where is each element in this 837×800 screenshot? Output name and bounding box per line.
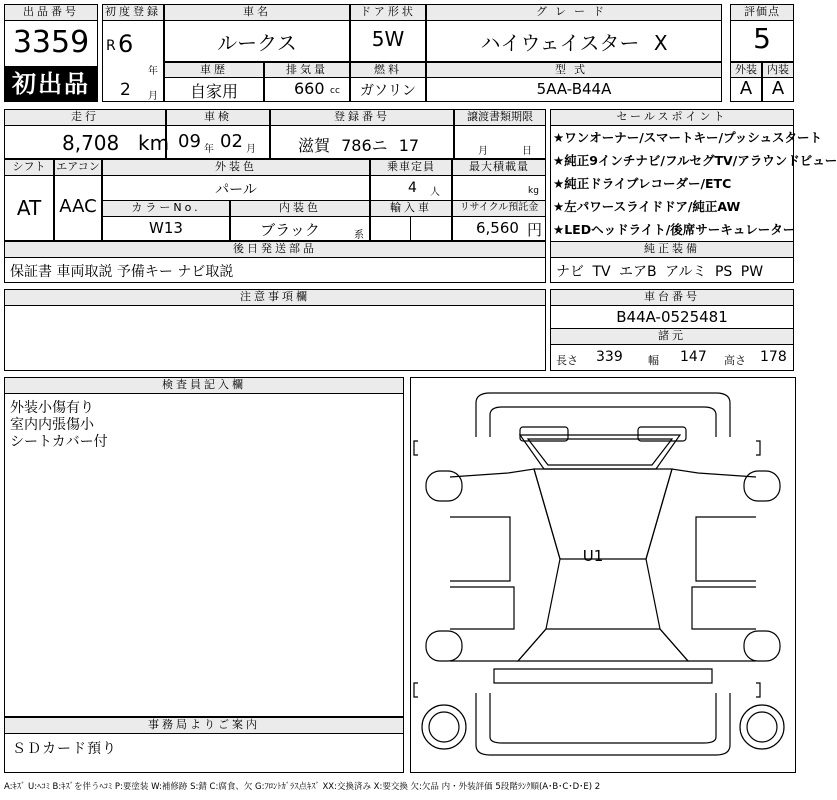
first-listing-badge: 初出品 <box>4 67 98 102</box>
max-load-unit: kg <box>528 186 539 196</box>
legend: A:ｷｽﾞ U:ﾍｺﾐ B:ｷｽﾞを伴うﾍｺﾐ P:要塗装 W:補修跡 S:錆 C:腐食、欠 G:ﾌﾛﾝﾄｶﾞﾗｽ点ｷｽﾞ XX:交換済み X:要交換 欠:欠品 内・外装評価 5段階ﾗﾝｸ順(A･B･C･D･E) 2 <box>4 782 601 792</box>
dimensions-label: 諸元 <box>550 328 794 345</box>
length: 339 <box>596 349 623 365</box>
interior-color-label: 内装色 <box>230 200 370 217</box>
grade: ハイウェイスター X <box>480 31 668 55</box>
registration-era: R <box>106 38 116 54</box>
recycle-unit: 円 <box>527 221 543 239</box>
diagram-right-bottom-bracket <box>756 683 760 697</box>
diagram-left-bottom-bracket <box>414 683 418 697</box>
exterior-color: パール <box>215 182 257 198</box>
chassis-number: B44A-0525481 <box>616 308 728 326</box>
inspection-year: 09 <box>178 131 201 152</box>
diagram-rear-window <box>518 629 688 661</box>
shift: AT <box>16 196 42 220</box>
transfer-month-unit: 月 <box>478 146 488 157</box>
inspector-line-3: シートカバー付 <box>10 434 108 450</box>
capacity: 4 <box>408 180 417 196</box>
registration-month-unit: 月 <box>148 91 158 102</box>
score-label: 評価点 <box>730 4 794 21</box>
width: 147 <box>680 349 707 365</box>
diagram-wheel-front-left <box>426 471 462 501</box>
model-code: 5AA-B44A <box>536 80 612 98</box>
mileage-label: 走行 <box>4 109 166 126</box>
diagram-wheel-rear-left <box>426 631 462 661</box>
registration-year: 6 <box>118 30 134 58</box>
height: 178 <box>760 349 787 365</box>
lot-number: 3359 <box>12 25 90 60</box>
lot-number-label: 出品番号 <box>4 4 98 21</box>
inspection-label: 車検 <box>166 109 270 126</box>
color-no-label: カラーNo. <box>102 200 230 217</box>
exterior-color-label: 外装色 <box>102 159 370 176</box>
diagram-tailgate <box>494 669 712 683</box>
inspector-line-2: 室内内張傷小 <box>10 417 94 433</box>
displacement: 660 <box>294 79 325 98</box>
notes-box <box>4 305 546 371</box>
diagram-left-bracket <box>414 441 418 455</box>
transfer-deadline-label: 譲渡書類期限 <box>454 109 546 126</box>
diagram-windshield <box>520 435 680 469</box>
overall-score: 5 <box>753 22 771 55</box>
registration-month: 2 <box>120 80 131 100</box>
plate-number: 滋賀 786ニ 17 <box>298 136 420 155</box>
inspector-label: 検査員記入欄 <box>4 377 404 394</box>
diagram-roof <box>534 469 672 559</box>
fuel-label: 燃料 <box>350 62 426 78</box>
transfer-deadline-box <box>454 125 546 159</box>
inspector-line-1: 外装小傷有り <box>10 400 94 416</box>
max-load-label: 最大積載量 <box>452 159 546 176</box>
factory-equipment: ナビ TV エアB アルミ PS PW <box>556 264 764 280</box>
dimensions-box <box>550 344 794 371</box>
import-box <box>370 216 452 241</box>
color-no: W13 <box>149 219 183 237</box>
car-name: ルークス <box>217 31 297 55</box>
interior-score-label: 内装 <box>762 62 794 78</box>
height-label: 高さ <box>724 354 746 367</box>
vehicle-diagram <box>410 377 796 773</box>
diagram-windshield-inner <box>528 439 672 465</box>
interior-color: ブラック <box>260 221 320 239</box>
selling-point-4: ★左パワースライドドア/純正AW <box>553 199 741 214</box>
diagram-spare-right-inner <box>747 712 777 742</box>
exterior-score-label: 外装 <box>730 62 762 78</box>
import-divider <box>410 216 411 241</box>
inspection-month: 02 <box>220 131 243 152</box>
selling-point-3: ★純正ドライブレコーダー/ETC <box>553 176 732 191</box>
diagram-right-door-rear <box>692 587 756 629</box>
model-code-label: 型式 <box>426 62 722 78</box>
diagram-damage-mark: U1 <box>582 547 604 565</box>
displacement-unit: cc <box>330 86 340 96</box>
capacity-unit: 人 <box>430 187 440 198</box>
door-type: 5W <box>371 27 405 51</box>
mileage-unit: km <box>138 131 170 155</box>
history-label: 車歴 <box>164 62 264 78</box>
interior-color-unit: 系 <box>354 230 364 241</box>
diagram-right-door-front <box>696 517 756 581</box>
aircon: AAC <box>59 196 97 217</box>
diagram-left-door-rear <box>450 587 514 629</box>
import-label: 輸入車 <box>370 200 452 217</box>
shift-label: シフト <box>4 159 54 176</box>
diagram-left-door-front <box>450 517 510 581</box>
selling-points-label: セールスポイント <box>550 109 794 126</box>
interior-score: A <box>771 78 785 99</box>
history: 自家用 <box>189 82 238 101</box>
transfer-day-unit: 日 <box>522 146 532 157</box>
plate-label: 登録番号 <box>270 109 454 126</box>
selling-point-5: ★LEDヘッドライト/後席サーキュレーター <box>553 222 796 237</box>
diagram-wheel-rear-right <box>744 631 780 661</box>
inspection-year-unit: 年 <box>204 144 214 155</box>
length-label: 長さ <box>556 354 578 367</box>
grade-label: グレード <box>426 4 722 21</box>
registration-year-unit: 年 <box>148 66 158 77</box>
diagram-spare-left-inner <box>429 712 459 742</box>
later-parts-label: 後日発送部品 <box>4 241 546 258</box>
diagram-rear-bumper <box>476 693 730 755</box>
office-notice-label: 事務局よりご案内 <box>4 717 404 734</box>
notes-label: 注意事項欄 <box>4 289 546 306</box>
exterior-score: A <box>739 78 753 99</box>
recycle-fee: 6,560 <box>476 219 519 237</box>
chassis-label: 車台番号 <box>550 289 794 306</box>
selling-point-1: ★ワンオーナー/スマートキー/プッシュスタート <box>553 130 822 145</box>
factory-equipment-label: 純正装備 <box>550 241 794 258</box>
diagram-right-bracket <box>756 441 760 455</box>
width-label: 幅 <box>648 354 659 367</box>
diagram-rear-bumper-inner <box>490 693 716 743</box>
aircon-label: エアコン <box>54 159 102 176</box>
diagram-top-inner <box>490 407 716 437</box>
displacement-label: 排気量 <box>264 62 350 78</box>
car-name-label: 車名 <box>164 4 350 21</box>
door-type-label: ドア形状 <box>350 4 426 21</box>
selling-point-2: ★純正9インチナビ/フルセグTV/アラウンドビュー <box>553 153 837 168</box>
recycle-label: リサイクル預託金 <box>452 200 546 217</box>
inspection-month-unit: 月 <box>246 144 256 155</box>
diagram-top-body <box>476 393 730 437</box>
office-notice: ＳＤカード預り <box>12 741 117 757</box>
later-parts: 保証書 車両取説 予備キー ナビ取説 <box>10 264 234 280</box>
capacity-label: 乗車定員 <box>370 159 452 176</box>
mileage: 8,708 <box>62 131 120 155</box>
diagram-wheel-front-right <box>744 471 780 501</box>
fuel: ガソリン <box>360 83 416 99</box>
first-registration-label: 初度登録 <box>102 4 164 21</box>
